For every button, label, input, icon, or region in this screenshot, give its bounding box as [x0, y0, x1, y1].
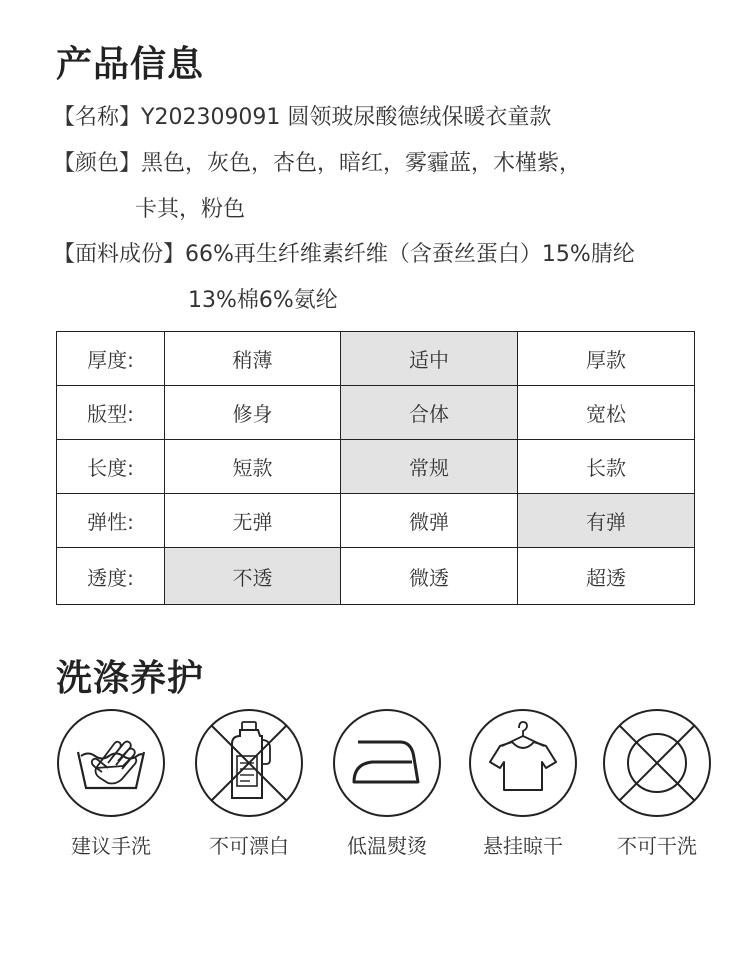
care-item-no-bleach: [194, 708, 304, 859]
fabric-value-continued: 13%棉6%氨纶: [188, 288, 338, 313]
care-icons-row: [56, 708, 712, 868]
product-info-title: 产品信息: [56, 44, 205, 85]
attr-option: 短款: [165, 440, 341, 494]
attribute-table: [56, 331, 695, 605]
attr-option: 厚款: [518, 332, 695, 386]
care-item-hang-dry: [468, 708, 578, 859]
fabric-label: 【面料成份】: [53, 242, 186, 267]
attr-option: 稍薄: [165, 332, 341, 386]
care-label: 不可干洗: [617, 834, 697, 858]
care-label: 不可漂白: [209, 834, 289, 858]
care-item-no-dry-clean: [602, 708, 712, 859]
attr-option: 微透: [341, 548, 518, 605]
attr-option-selected: 常规: [341, 440, 518, 494]
table-row: [57, 386, 695, 440]
attr-option-selected: 有弹: [518, 494, 695, 548]
attr-option: 超透: [518, 548, 695, 605]
attr-label: 厚度:: [57, 332, 165, 386]
hand-wash-icon: [56, 708, 166, 818]
low-iron-icon: [332, 708, 442, 818]
attr-option: 宽松: [518, 386, 695, 440]
attr-option: 修身: [165, 386, 341, 440]
care-label: 建议手洗: [71, 834, 151, 858]
table-row: [57, 548, 695, 605]
name-value: Y202309091 圆领玻尿酸德绒保暖衣童款: [141, 105, 552, 130]
hang-dry-icon: [468, 708, 578, 818]
color-row: [53, 146, 581, 177]
care-item-hand-wash: [56, 708, 166, 859]
table-row: [57, 332, 695, 386]
attr-label: 弹性:: [57, 494, 165, 548]
fabric-row: [53, 237, 635, 268]
care-item-low-iron: [332, 708, 442, 859]
no-bleach-icon: [194, 708, 304, 818]
table-row: [57, 440, 695, 494]
care-title: 洗涤养护: [56, 658, 205, 699]
color-label: 【颜色】: [53, 151, 142, 176]
attr-option: 无弹: [165, 494, 341, 548]
attr-option-selected: 不透: [165, 548, 341, 605]
attr-option-selected: 合体: [341, 386, 518, 440]
table-row: [57, 494, 695, 548]
no-dry-clean-icon: [602, 708, 712, 818]
name-label: 【名称】: [53, 105, 142, 130]
attr-label: 透度:: [57, 548, 165, 605]
name-row: [53, 100, 551, 131]
attr-option: 长款: [518, 440, 695, 494]
attr-option-selected: 适中: [341, 332, 518, 386]
color-value: 黑色，灰色，杏色，暗红，雾霾蓝，木槿紫，: [141, 151, 582, 176]
attr-label: 版型:: [57, 386, 165, 440]
attr-option: 微弹: [341, 494, 518, 548]
care-label: 低温熨烫: [347, 834, 427, 858]
attr-label: 长度:: [57, 440, 165, 494]
color-value-continued: 卡其，粉色: [135, 197, 246, 222]
fabric-value: 66%再生纤维素纤维（含蚕丝蛋白）15%腈纶: [185, 242, 635, 267]
care-label: 悬挂晾干: [483, 834, 563, 858]
